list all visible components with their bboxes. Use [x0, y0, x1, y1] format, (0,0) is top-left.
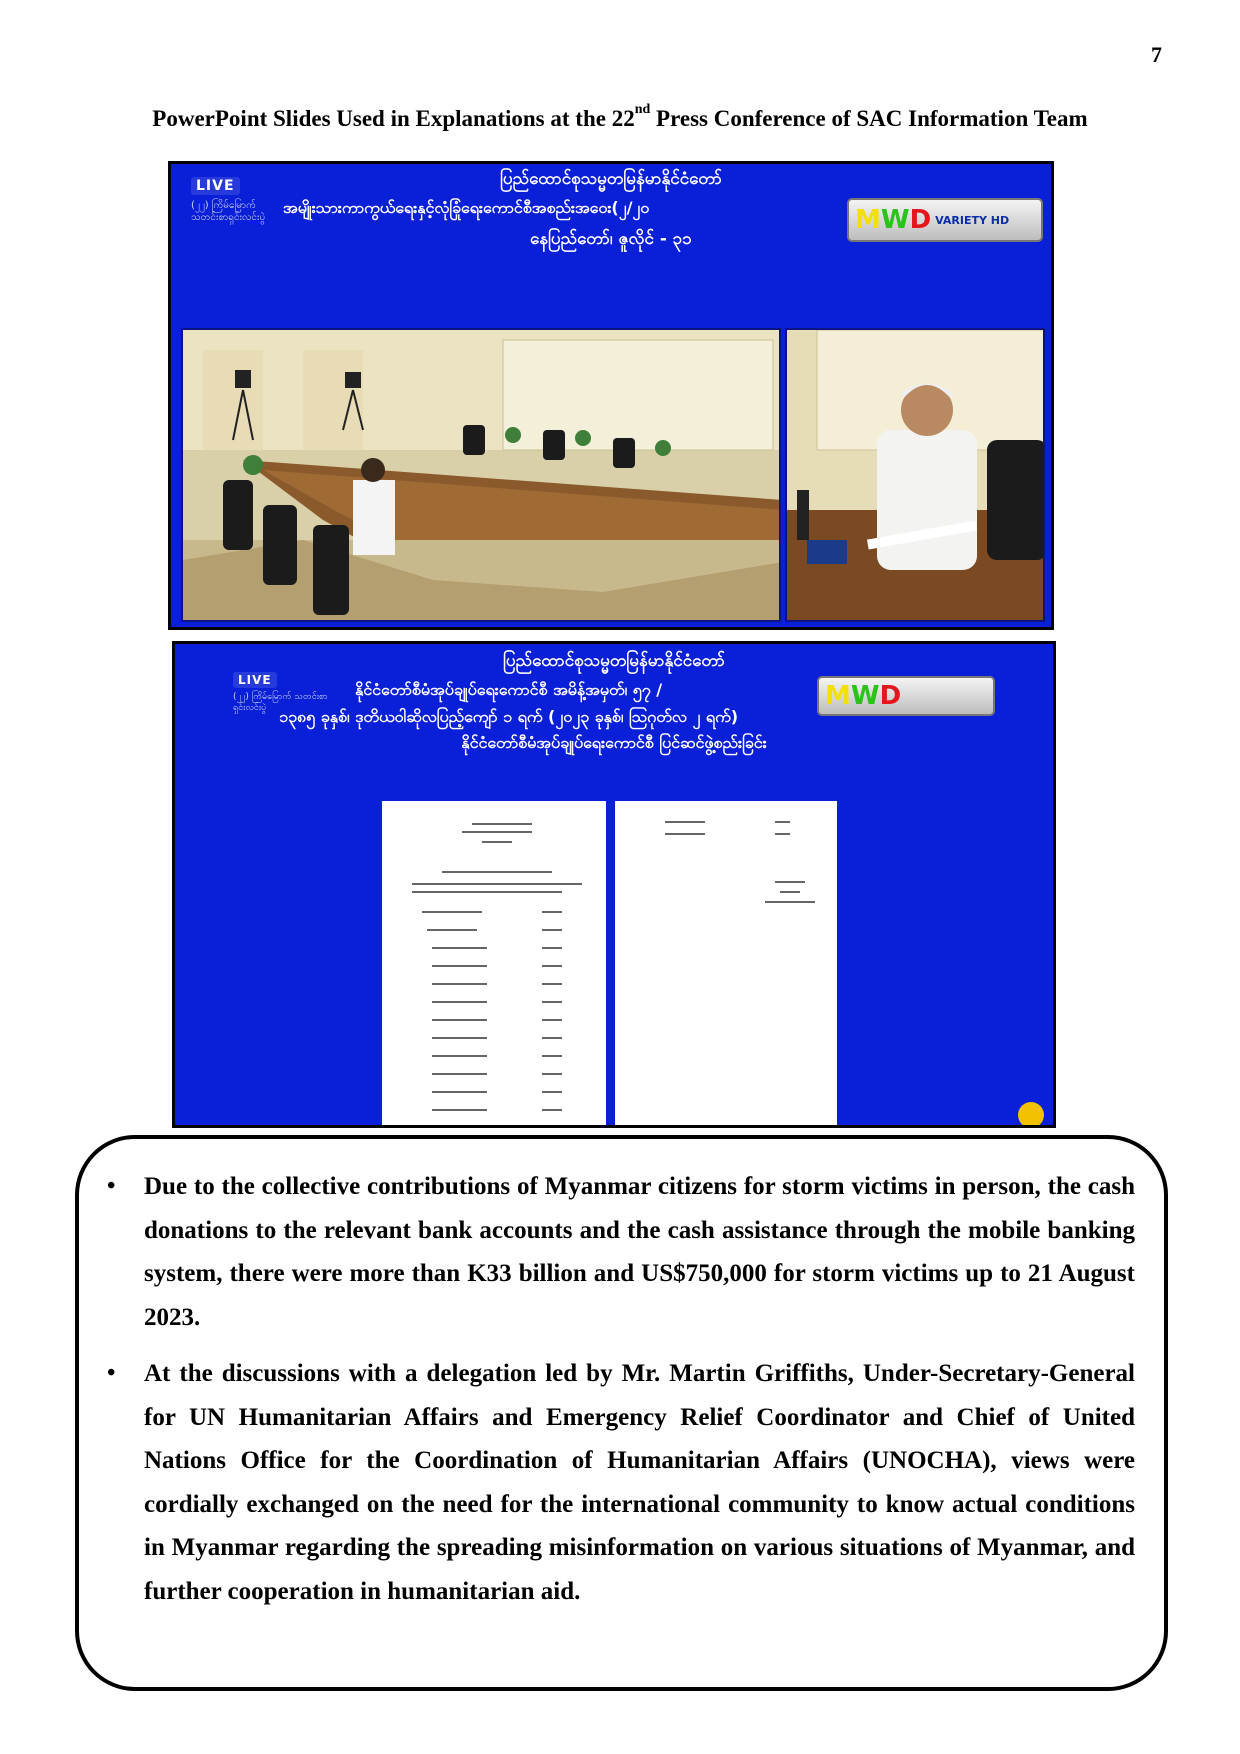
- page-number: 7: [1151, 42, 1162, 67]
- meeting-room-illustration: [183, 330, 781, 622]
- summary-box: [75, 1135, 1168, 1691]
- heading-suffix: Press Conference of SAC Information Team: [650, 106, 1088, 131]
- bullet-item: • Due to the collective contributions of Myanmar citizens for storm victims in person, the cash donations to the relevant bank accounts and the cash assistance through the mobile banking system, there were more than K33 billion and US$750,000 for storm victims up to 21 August 2023.: [79, 1165, 1164, 1339]
- speaker-photo: [785, 328, 1045, 622]
- speaker-illustration: [787, 330, 1045, 622]
- document-page-2: [615, 801, 837, 1125]
- slide1-title-line3: နေပြည်တော်၊ ဇူလိုင် - ၃၁: [530, 229, 692, 249]
- slide2-title-line3: ၁၃၈၅ ခုနှစ်၊ ဒုတိယဝါဆိုလပြည့်ကျော် ၁ ရက် (၂၀၂၃ ခုနှစ်၊ ဩဂုတ်လ ၂ ရက်): [279, 707, 739, 726]
- heading-superscript: nd: [634, 102, 651, 117]
- slide2-title-line2: နိုင်ငံတော်စီမံအုပ်ချုပ်ရေးကောင်စီ အမိန့်အမှတ်၊ ၅၇ /: [355, 680, 663, 699]
- slide1-title-line1: ပြည်ထောင်စုသမ္မတမြန်မာနိုင်ငံတော်: [500, 169, 722, 189]
- logo-variety-text: VARIETY HD: [935, 213, 1010, 227]
- meeting-room-photo: [181, 328, 781, 622]
- heading-prefix: PowerPoint Slides Used in Explanations at the 22: [152, 106, 635, 131]
- page-heading: [0, 102, 1240, 132]
- mwd-channel-logo: M W D: [817, 676, 995, 716]
- live-badge: LIVE: [233, 672, 277, 688]
- bullet-list: [79, 1165, 1164, 1626]
- slide-meeting: [168, 161, 1054, 630]
- slide2-title-line1: ပြည်ထောင်စုသမ္မတမြန်မာနိုင်ငံတော်: [503, 651, 725, 671]
- mwd-channel-logo: M W D VARIETY HD: [847, 198, 1043, 242]
- channel-subtitle: (၂၂) ကြိမ်မြောက် သတင်းစာရှင်းလင်းပွဲ: [233, 692, 328, 713]
- live-badge: LIVE: [191, 177, 240, 195]
- slide1-title-line2: အမျိုးသားကာကွယ်ရေးနှင့်လုံခြုံရေးကောင်စီအစည်းအဝေး(၂/၂၀: [283, 198, 650, 217]
- slide-number-badge: [1018, 1102, 1044, 1128]
- slide2-title-line4: နိုင်ငံတော်စီမံအုပ်ချုပ်ရေးကောင်စီ ပြင်ဆင်ဖွဲ့စည်းခြင်း: [461, 733, 767, 752]
- document-page-1: [382, 801, 606, 1125]
- slide-document: [172, 641, 1056, 1128]
- channel-subtitle: (၂၂) ကြိမ်မြောက် သတင်းစာရှင်းလင်းပွဲ: [191, 200, 266, 223]
- bullet-item: • At the discussions with a delegation led by Mr. Martin Griffiths, Under-Secretary-General for UN Humanitarian Affairs and Emergency Relief Coordinator and Chief of United Nations Office for the Coordination of Humanitarian Affairs (UNOCHA), views were cordially exchanged on the need for the international community to know actual conditions in Myanmar regarding the spreading misinformation on various situations of Myanmar, and further cooperation in humanitarian aid.: [79, 1352, 1164, 1613]
